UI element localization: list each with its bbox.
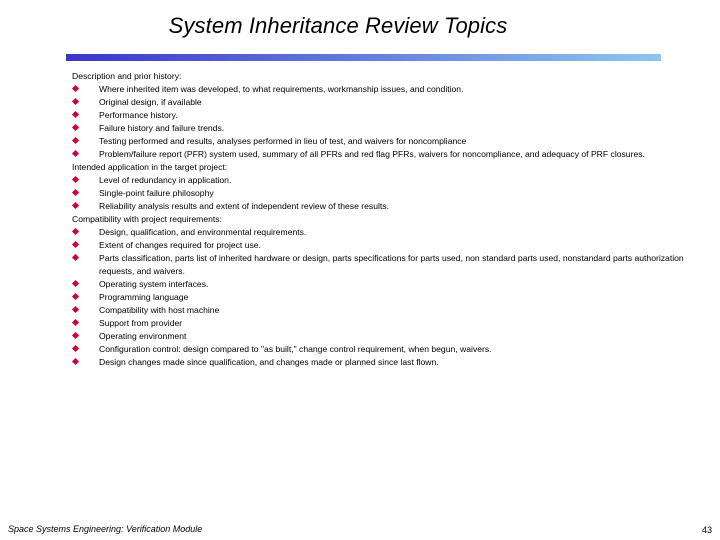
bullet-item: [72, 343, 704, 356]
bullet-text: Level of redundancy in application.: [99, 175, 232, 185]
bullet-text: Original design, if available: [99, 97, 202, 107]
bullet-item: [72, 252, 704, 278]
bullet-item: [72, 317, 704, 330]
diamond-bullet-icon: [72, 228, 79, 235]
diamond-bullet-icon: [72, 332, 79, 339]
slide-title: System Inheritance Review Topics: [168, 13, 508, 38]
diamond-bullet-icon: [72, 176, 79, 183]
diamond-bullet-icon: [72, 150, 79, 157]
diamond-bullet-icon: [72, 85, 79, 92]
bullet-text: Testing performed and results, analyses performed in lieu of test, and waivers for noncompliance: [99, 136, 467, 146]
bullet-text: Configuration control: design compared to "as built," change control requirement, when begun, waivers.: [99, 344, 492, 354]
footer-course-title: Space Systems Engineering: Verification Module: [8, 524, 203, 534]
bullet-item: [72, 122, 704, 135]
bullet-text: Reliability analysis results and extent of independent review of these results.: [99, 201, 389, 211]
bullet-item: [72, 83, 704, 96]
bullet-list: [72, 226, 704, 369]
title-underline-bar: [66, 54, 661, 61]
diamond-bullet-icon: [72, 111, 79, 118]
bullet-item: [72, 96, 704, 109]
section-heading: Intended application in the target project:: [72, 162, 228, 172]
bullet-item: [72, 135, 704, 148]
diamond-bullet-icon: [72, 254, 79, 261]
diamond-bullet-icon: [72, 137, 79, 144]
section-heading: Description and prior history:: [72, 71, 182, 81]
bullet-text: Performance history.: [99, 110, 178, 120]
bullet-text: Single-point failure philosophy: [99, 188, 214, 198]
diamond-bullet-icon: [72, 124, 79, 131]
diamond-bullet-icon: [72, 241, 79, 248]
bullet-item: [72, 174, 704, 187]
bullet-text: Operating environment: [99, 331, 187, 341]
bullet-text: Where inherited item was developed, to what requirements, workmanship issues, and condition.: [99, 84, 464, 94]
bullet-text: Operating system interfaces.: [99, 279, 209, 289]
bullet-text: Extent of changes required for project use.: [99, 240, 261, 250]
bullet-text: Parts classification, parts list of inherited hardware or design, parts specifications for parts used, non standard parts used, nonstandard parts authorization requests, and waivers.: [99, 253, 684, 276]
diamond-bullet-icon: [72, 202, 79, 209]
bullet-item: [72, 200, 704, 213]
bullet-list: [72, 83, 704, 161]
bullet-text: Problem/failure report (PFR) system used, summary of all PFRs and red flag PFRs, waivers for noncompliance, and adequacy of PRF closures.: [99, 149, 645, 159]
diamond-bullet-icon: [72, 189, 79, 196]
bullet-text: Support from provider: [99, 318, 183, 328]
bullet-item: [72, 109, 704, 122]
bullet-item: [72, 291, 704, 304]
bullet-text: Design, qualification, and environmental requirements.: [99, 227, 307, 237]
bullet-text: Compatibility with host machine: [99, 305, 220, 315]
bullet-item: [72, 356, 704, 369]
bullet-list: [72, 174, 704, 213]
bullet-item: [72, 187, 704, 200]
bullet-item: [72, 304, 704, 317]
slide-content: [72, 70, 704, 369]
bullet-text: Failure history and failure trends.: [99, 123, 225, 133]
bullet-item: [72, 148, 704, 161]
bullet-text: Design changes made since qualification, and changes made or planned since last flown.: [99, 357, 439, 367]
section-heading: Compatibility with project requirements:: [72, 214, 222, 224]
bullet-item: [72, 239, 704, 252]
diamond-bullet-icon: [72, 358, 79, 365]
bullet-item: [72, 226, 704, 239]
bullet-item: [72, 330, 704, 343]
bullet-item: [72, 278, 704, 291]
diamond-bullet-icon: [72, 280, 79, 287]
bullet-text: Programming language: [99, 292, 189, 302]
diamond-bullet-icon: [72, 319, 79, 326]
page-number: 43: [701, 525, 712, 535]
diamond-bullet-icon: [72, 345, 79, 352]
diamond-bullet-icon: [72, 98, 79, 105]
diamond-bullet-icon: [72, 293, 79, 300]
diamond-bullet-icon: [72, 306, 79, 313]
